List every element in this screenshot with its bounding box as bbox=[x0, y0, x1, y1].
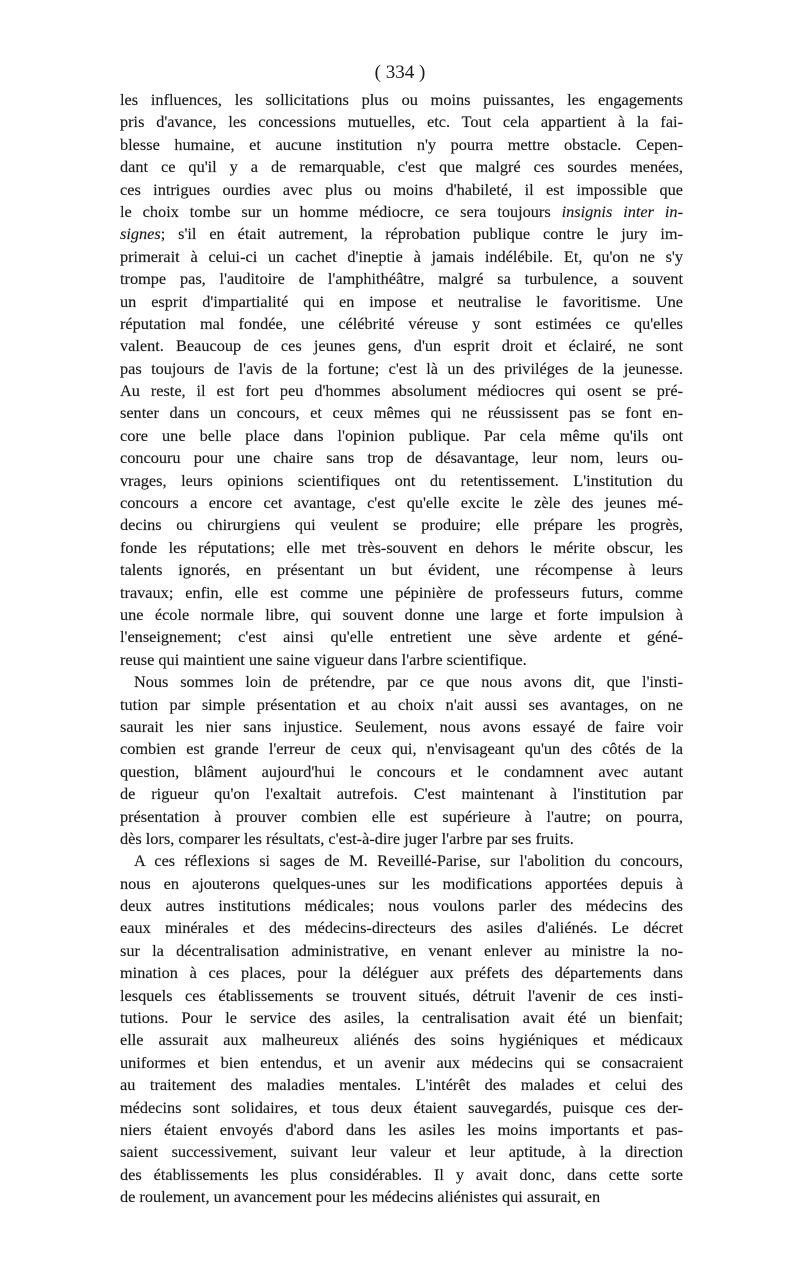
text-line: dès lors, comparer les résultats, c'est-à-dire juger l'arbre par ses fruits. bbox=[120, 828, 574, 848]
text-line: au traitement des maladies mentales. L'intérêt des malades et celui des bbox=[120, 1075, 683, 1095]
text-line: ces intrigues ourdies avec plus ou moins d'habileté, il est impossible que bbox=[120, 179, 683, 199]
text-line: senter dans un concours, et ceux mêmes qui ne réussissent pas se font en- bbox=[120, 403, 683, 423]
text-line: vrages, leurs opinions scientifiques ont du retentissement. L'institution du bbox=[120, 470, 683, 490]
text-line: Nous sommes loin de prétendre, par ce que nous avons dit, que l'insti- bbox=[134, 672, 683, 692]
text-line: elle assurait aux malheureux aliénés des soins hygiéniques et médicaux bbox=[120, 1030, 683, 1050]
text-line: A ces réflexions si sages de M. Reveillé-Parise, sur l'abolition du concours, bbox=[134, 851, 683, 871]
text-line: le choix tombe sur un homme médiocre, ce sera toujours insignis inter in- bbox=[120, 201, 683, 221]
text-line: saient successivement, suivant leur valeur et leur aptitude, à la direction bbox=[120, 1142, 683, 1162]
text-line: primerait à celui-ci un cachet d'ineptie à jamais indélébile. Et, qu'on ne s'y bbox=[120, 246, 683, 266]
text-line: présentation à prouver combien elle est supérieure à l'autre; on pourra, bbox=[120, 806, 683, 826]
body-text bbox=[120, 89, 683, 1209]
text-line: de rigueur qu'on l'exaltait autrefois. C'est maintenant à l'institution par bbox=[120, 784, 683, 804]
text-line: fonde les réputations; elle met très-souvent en dehors le mérite obscur, les bbox=[120, 537, 683, 557]
text-line: deux autres institutions médicales; nous voulons parler des médecins des bbox=[120, 896, 683, 916]
text-line: dant ce qu'il y a de remarquable, c'est que malgré ces sourdes menées, bbox=[120, 157, 683, 177]
text-line: l'enseignement; c'est ainsi qu'elle entretient une sève ardente et géné- bbox=[120, 627, 683, 647]
text-line: des établissements les plus considérables. Il y avait donc, dans cette sorte bbox=[120, 1164, 683, 1184]
text-line: decins ou chirurgiens qui veulent se produire; elle prépare les progrès, bbox=[120, 515, 683, 535]
text-line: pris d'avance, les concessions mutuelles, etc. Tout cela appartient à la fai- bbox=[120, 112, 683, 132]
text-line: tution par simple présentation et au choix n'ait aussi ses avantages, on ne bbox=[120, 694, 683, 714]
text-line: tutions. Pour le service des asiles, la centralisation avait été un bienfait; bbox=[120, 1008, 683, 1028]
text-line: talents ignorés, en présentant un but évident, une récompense à leurs bbox=[120, 560, 683, 580]
text-line: concours a encore cet avantage, c'est qu'elle excite le zèle des jeunes mé- bbox=[120, 493, 683, 513]
text-line: reuse qui maintient une saine vigueur dans l'arbre scientifique. bbox=[120, 649, 527, 669]
text-line: Au reste, il est fort peu d'hommes absolument médiocres qui osent se pré- bbox=[120, 381, 683, 401]
page-number: ( 334 ) bbox=[374, 62, 426, 83]
text-line: saurait les nier sans injustice. Seulement, nous avons essayé de faire voir bbox=[120, 716, 683, 736]
text-line: concouru pour une chaire sans trop de désavantage, leur nom, leurs ou- bbox=[120, 448, 683, 468]
text-line: nous en ajouterons quelques-unes sur les modifications apportées depuis à bbox=[120, 873, 683, 893]
text-line: uniformes et bien entendus, et un avenir aux médecins qui se consacraient bbox=[120, 1052, 683, 1072]
text-line: réputation mal fondée, une célébrité véreuse y sont estimées ce qu'elles bbox=[120, 313, 683, 333]
text-line: mination à ces places, pour la déléguer aux préfets des départements dans bbox=[120, 963, 683, 983]
text-line: blesse humaine, et aucune institution n'y pourra mettre obstacle. Cepen- bbox=[120, 134, 683, 154]
text-line: question, blâment aujourd'hui le concours et le condamnent avec autant bbox=[120, 761, 683, 781]
text-line: trompe pas, l'auditoire de l'amphithéâtre, malgré sa turbulence, a souvent bbox=[120, 269, 683, 289]
text-line: une école normale libre, qui souvent donne une large et forte impulsion à bbox=[120, 604, 683, 624]
text-line: combien est grande l'erreur de ceux qui, n'envisageant qu'un des côtés de la bbox=[120, 739, 683, 759]
text-line: core une belle place dans l'opinion publique. Par cela même qu'ils ont bbox=[120, 425, 683, 445]
text-line: eaux minérales et des médecins-directeurs des asiles d'aliénés. Le décret bbox=[120, 918, 683, 938]
text-line: signes; s'il en était autrement, la réprobation publique contre le jury im- bbox=[120, 224, 683, 244]
text-line: travaux; enfin, elle est comme une pépinière de professeurs futurs, comme bbox=[120, 582, 683, 602]
text-line: médecins sont solidaires, et tous deux étaient sauvegardés, puisque ces der- bbox=[120, 1097, 683, 1117]
text-line: de roulement, un avancement pour les médecins aliénistes qui assurait, en bbox=[120, 1187, 601, 1207]
text-line: valent. Beaucoup de ces jeunes gens, d'un esprit droit et éclairé, ne sont bbox=[120, 336, 683, 356]
text-line: lesquels ces établissements se trouvent situés, détruit l'avenir de ces insti- bbox=[120, 985, 683, 1005]
text-line: sur la décentralisation administrative, en venant enlever au ministre la no- bbox=[120, 940, 683, 960]
text-line: un esprit d'impartialité qui en impose et neutralise le favoritisme. Une bbox=[120, 291, 683, 311]
text-line: pas toujours de l'avis de la fortune; c'est là un des priviléges de la jeunesse. bbox=[120, 358, 683, 378]
text-line: les influences, les sollicitations plus ou moins puissantes, les engagements bbox=[120, 90, 683, 109]
text-line: niers étaient envoyés d'abord dans les asiles les moins importants et pas- bbox=[120, 1119, 683, 1139]
